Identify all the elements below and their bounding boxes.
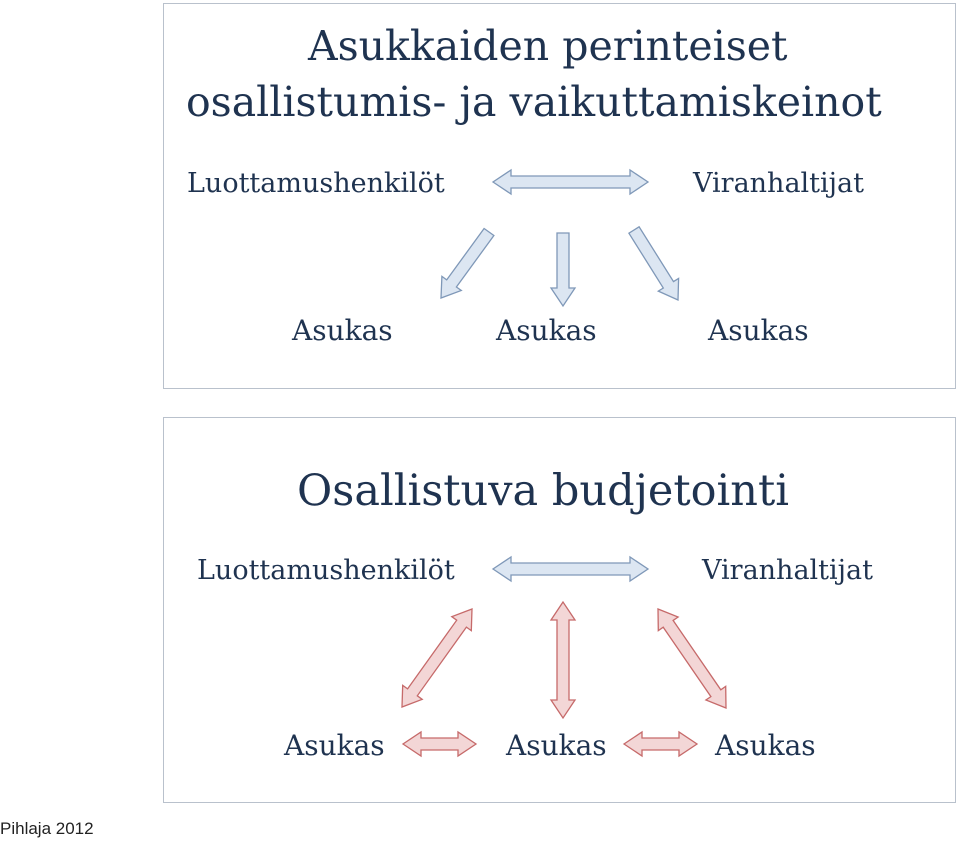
- bottom-double-arrow-resident-2: [551, 602, 575, 718]
- credit-text: Pihlaja 2012: [0, 819, 94, 838]
- top-arrow-to-resident-1: [441, 229, 494, 299]
- top-arrow-to-resident-2: [551, 233, 575, 306]
- top-resident-3: Asukas: [708, 314, 809, 347]
- top-trustees-officials-double-arrow: [493, 170, 648, 194]
- bottom-resident-3: Asukas: [715, 729, 816, 762]
- top-resident-2: Asukas: [496, 314, 597, 347]
- top-title-line-1: Asukkaiden perinteiset: [308, 22, 788, 70]
- top-label-trustees: Luottamushenkilöt: [187, 168, 445, 199]
- bottom-resident-2: Asukas: [506, 729, 607, 762]
- top-arrow-to-resident-3: [629, 227, 679, 300]
- bottom-resident-1: Asukas: [284, 729, 385, 762]
- bottom-double-arrow-resident-1: [402, 609, 472, 707]
- bottom-double-arrow-resident-1-2: [403, 732, 476, 756]
- bottom-double-arrow-resident-3: [658, 609, 726, 708]
- bottom-trustees-officials-double-arrow: [493, 557, 648, 581]
- top-label-officials: Viranhaltijat: [693, 168, 864, 199]
- bottom-label-trustees: Luottamushenkilöt: [197, 555, 455, 586]
- top-resident-1: Asukas: [292, 314, 393, 347]
- top-title-line-2: osallistumis- ja vaikuttamiskeinot: [186, 78, 882, 126]
- bottom-label-officials: Viranhaltijat: [702, 555, 873, 586]
- bottom-double-arrow-resident-2-3: [624, 732, 697, 756]
- bottom-title: Osallistuva budjetointi: [297, 466, 790, 516]
